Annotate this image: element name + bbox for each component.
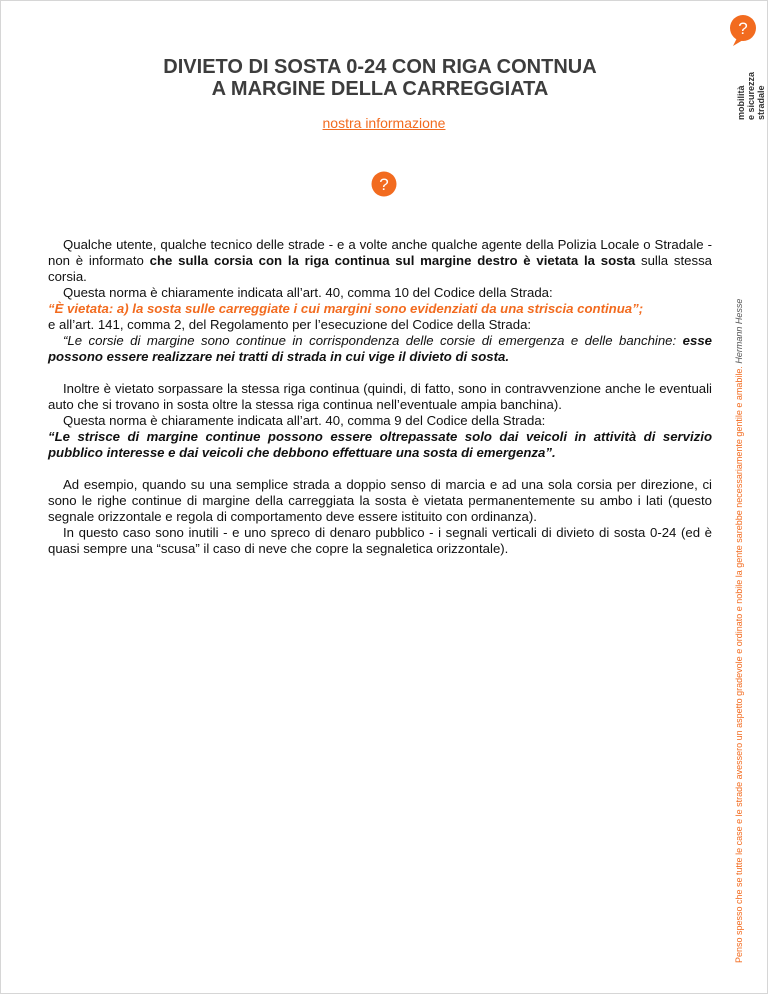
quote-art141 [48, 333, 712, 365]
title-line2: A MARGINE DELLA CARREGGIATA [211, 78, 549, 100]
p1-end: sulla stessa corsia. [48, 253, 712, 284]
brand-line1: mobilità [736, 85, 746, 120]
paragraph-9: Ad esempio, quando su una semplice strada a doppio senso di marcia e ad una sola corsia per direzione, ci sono le righe continue di margine della carreggiata la sosta è vietata permanentemente su ambo i lati (questo segnale orizzontale e regola di comportamento deve essere istituito con ordinanza). [48, 477, 712, 524]
p5-bold: esse possono essere realizzare nei tratti di strada in cui vige il divieto di sosta. [48, 333, 712, 364]
side-quote-author: Hermann Hesse [734, 298, 744, 364]
paragraph-1 [48, 237, 712, 285]
brand-line2: e sicurezza stradale [746, 71, 766, 120]
side-quote-text: Penso spesso che se tutte le case e le strade avessero un aspetto gradevole e ordinato e nobile la gente sarebbe necessariamente gentile e amabile. [734, 363, 744, 963]
question-mark-icon [371, 171, 397, 197]
paragraph-4: e all’art. 141, comma 2, del Regolamento per l’esecuzione del Codice della Strada: [48, 317, 532, 332]
paragraph-10: In questo caso sono inutili - e uno spreco di denaro pubblico - i segnali verticali di divieto di sosta 0-24 (ed è quasi sempre una “scusa” il caso di neve che copre la segnaletica orizzontale). [48, 525, 712, 556]
brand-wordmark [736, 40, 766, 120]
svg-text:?: ? [379, 175, 389, 194]
side-quote [734, 298, 744, 963]
article-body [48, 237, 712, 557]
svg-text:?: ? [738, 19, 748, 38]
p1-text: Qualche utente, qualche tecnico delle strade - e a volte anche qualche agente della Polizia Locale o Stradale - non è informato [48, 237, 712, 268]
paragraph-2: Questa norma è chiaramente indicata all’art. 40, comma 10 del Codice della Strada: [63, 285, 553, 300]
p5-italic: “Le corsie di margine sono continue in corrispondenza delle corsie di emergenza e delle banchine: [63, 333, 683, 348]
quote-art40-c10: “È vietata: a) la sosta sulle carreggiate i cui margini sono evidenziati da una striscia continua”; [48, 301, 644, 316]
paragraph-6: Inoltre è vietato sorpassare la stessa riga continua (quindi, di fatto, sono in contravvenzione anche le eventuali auto che si trovano in sosta oltre la stessa riga continua nell’eventuale ampia banchina). [48, 381, 712, 412]
quote-art40-c9: “Le strisce di margine continue possono essere oltrepassate solo dai veicoli in attività di servizio pubblico interesse e dai veicoli che debbono effettuare una sosta di emergenza”. [48, 429, 712, 460]
page-title [60, 56, 700, 100]
info-link[interactable]: nostra informazione [322, 115, 446, 131]
title-line1: DIVIETO DI SOSTA 0-24 CON RIGA CONTNUA [163, 56, 597, 78]
p1-bold: che sulla corsia con la riga continua sul margine destro è vietata la sosta [149, 253, 636, 268]
paragraph-7: Questa norma è chiaramente indicata all’art. 40, comma 9 del Codice della Strada: [63, 413, 546, 428]
